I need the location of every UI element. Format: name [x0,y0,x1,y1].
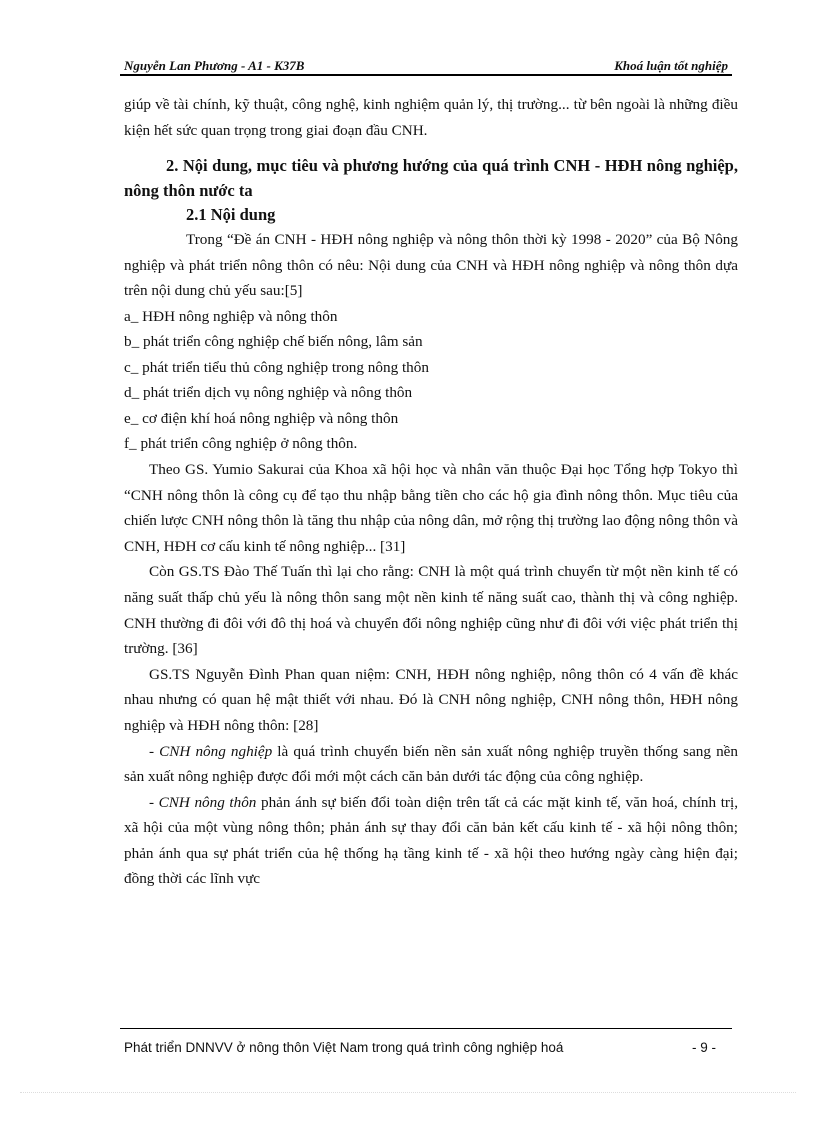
page-number: - 9 - [691,1040,716,1055]
definition-text: là quá trình chuyển biến nền sản xuất nông nghiệp truyền thống sang nền sản xuất nông nghiệp được đổi mới một cách căn bản dưới tác động của công nghiệp. [124,742,738,786]
term-cnh-nong-nghiep: CNH nông nghiệp [159,742,273,760]
list-item: b_ phát triển công nghiệp chế biến nông, lâm sản [124,333,423,351]
paragraph-intro: Trong “Đề án CNH - HĐH nông nghiệp và nông thôn thời kỳ 1998 - 2020” của Bộ Nông nghiệp và phát triển nông thôn có nêu: Nội dung của CNH và HĐH nông nghiệp và nông thôn dựa trên nội dung chủ yếu sau:[5] [124,231,738,300]
subsection-heading: 2.1 Nội dung [186,205,276,225]
list-item: a_ HĐH nông nghiệp và nông thôn [124,307,338,325]
content-list [124,304,738,457]
header-title: Khoá luận tốt nghiệp [614,58,728,73]
list-item: d_ phát triển dịch vụ nông nghiệp và nông thôn [124,384,413,402]
term-cnh-nong-thon: CNH nông thôn [158,793,257,811]
paragraph-cnh-nong-nghiep [124,739,738,790]
dash: - [149,793,159,811]
list-item: c_ phát triển tiểu thủ công nghiệp trong nông thôn [124,358,429,376]
paragraph-dao-the-tuan: Còn GS.TS Đào Thế Tuấn thì lại cho rằng: CNH là một quá trình chuyển từ một nền kinh tế có năng suất thấp chủ yếu là nông thôn sang một nền kinh tế năng suất cao, thành thị và công nghiệp. CNH thường đi đôi với đô thị hoá và chuyển đổi nông nghiệp cũng như đi đôi với việc phát triển thị trường. [36] [124,563,738,658]
paragraph-sakurai: Theo GS. Yumio Sakurai của Khoa xã hội học và nhân văn thuộc Đại học Tổng hợp Tokyo thì “CNH nông thôn là công cụ để tạo thu nhập bằng tiền cho các hộ gia đình nông thôn. Mục tiêu của chiến lược CNH nông thôn là tăng thu nhập của nông dân, mở rộng thị trường lao động nông thôn và CNH, HĐH cơ cấu kinh tế nông nghiệp... [31] [124,460,738,555]
page-header [124,56,728,74]
footer-thesis-title: Phát triển DNNVV ở nông thôn Việt Nam trong quá trình công nghiệp hoá [124,1040,564,1055]
list-item: f_ phát triển công nghiệp ở nông thôn. [124,435,358,453]
section-heading: 2. Nội dung, mục tiêu và phương hướng của quá trình CNH - HĐH nông nghiệp, nông thôn nước ta [124,156,738,201]
header-author: Nguyễn Lan Phương - A1 - K37B [124,58,305,73]
list-item: e_ cơ điện khí hoá nông nghiệp và nông thôn [124,409,399,427]
header-rule [120,74,732,76]
paragraph-nguyen-dinh-phan: GS.TS Nguyễn Đình Phan quan niệm: CNH, HĐH nông nghiệp, nông thôn có 4 vấn đề khác nhau nhưng có quan hệ mật thiết với nhau. Đó là CNH nông nghiệp, CNH nông thôn, HĐH nông nghiệp và HĐH nông thôn: [28] [124,665,738,734]
footer-rule [120,1028,732,1029]
paragraph-continuation: giúp về tài chính, kỹ thuật, công nghệ, kinh nghiệm quản lý, thị trường... từ bên ngoài là những điều kiện hết sức quan trọng trong giai đoạn đầu CNH. [124,96,738,139]
document-body [124,92,738,892]
definition-text: phản ánh sự biến đổi toàn diện trên tất cả các mặt kinh tế, văn hoá, chính trị, xã hội của một vùng nông thôn; phản ánh sự thay đổi căn bản kết cấu kinh tế - xã hội nông thôn; phản ánh qua sự phát triển của hệ thống hạ tầng kinh tế - xã hội theo hướng ngày càng hiện đại; đồng thời các lĩnh vực [124,793,738,888]
dash: - [149,742,160,760]
page-footer [124,1040,728,1058]
paragraph-cnh-nong-thon [124,790,738,892]
page-edge [20,1092,796,1093]
